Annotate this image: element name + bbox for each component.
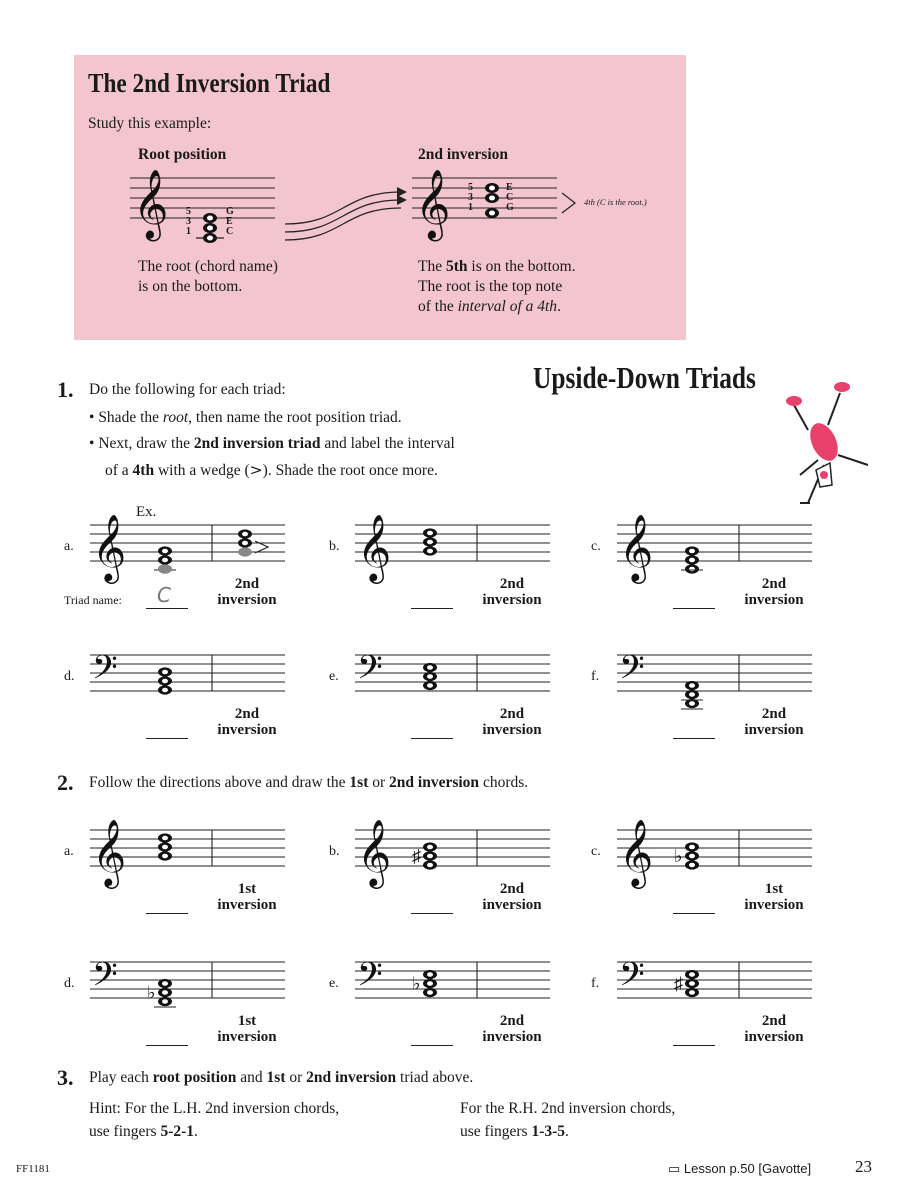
q1-item-letter: a. — [64, 539, 74, 554]
example-root-staff — [130, 168, 290, 253]
caption-line: 2nd — [761, 706, 787, 722]
q2-item-letter: a. — [64, 844, 74, 859]
q2-inversion-caption — [467, 1013, 557, 1045]
caption-line: 2nd — [234, 706, 260, 722]
hint-right-hand: For the R.H. 2nd inversion chords, use fingers 1-3-5. — [460, 1100, 676, 1140]
ex-answer: C — [157, 583, 171, 607]
treble-clef-icon: 𝄞 — [415, 169, 451, 239]
q1-bullets: • Shade the root, then name the root position triad. • Next, draw the 2nd inversion triad and label the interval of a 4th with a wedge (>). Shade the root once more. — [89, 409, 455, 479]
caption-line: inversion — [482, 897, 542, 913]
caption-line: inversion — [482, 1029, 542, 1045]
caption-line: inversion — [217, 897, 277, 913]
treble-clef-icon: 𝄞 — [357, 513, 392, 581]
q1-inversion-caption — [729, 576, 819, 608]
caption-line: 1st — [237, 1013, 257, 1029]
q2-item-letter: e. — [329, 976, 339, 991]
root-interval-numbers: 5 3 1 — [186, 206, 191, 237]
caption-line: 2nd — [499, 706, 525, 722]
caption-line: 2nd — [234, 576, 260, 592]
page-number: 23 — [855, 1157, 872, 1176]
q1-item-letter: f. — [591, 669, 600, 684]
triad-name-blank[interactable] — [411, 738, 453, 739]
caption-line: 2nd — [499, 1013, 525, 1029]
q1-inversion-caption — [202, 706, 292, 738]
q1-item-letter: b. — [329, 539, 340, 554]
q2-inversion-caption — [729, 881, 819, 913]
caption-line: inversion — [482, 722, 542, 738]
triad-name-blank[interactable] — [411, 913, 453, 914]
caption-line: inversion — [744, 592, 804, 608]
bass-clef-icon: 𝄢 — [357, 649, 383, 695]
caption-line: 1st — [237, 881, 257, 897]
treble-clef-icon: 𝄞 — [133, 169, 169, 239]
bass-clef-icon: 𝄢 — [92, 956, 118, 1002]
triad-name-blank[interactable] — [673, 1045, 715, 1046]
q1-item-letter: d. — [64, 669, 75, 684]
caption-line: inversion — [744, 722, 804, 738]
q1-item-letter: e. — [329, 669, 339, 684]
q2-item-letter: b. — [329, 844, 340, 859]
q2-inversion-caption — [467, 881, 557, 913]
footer-lesson: ▭ Lesson p.50 [Gavotte] — [668, 1161, 812, 1176]
caption-line: 1st — [764, 881, 784, 897]
q3-text: Play each root position and 1st or 2nd inversion triad above. — [89, 1069, 474, 1086]
caption-line: inversion — [217, 722, 277, 738]
arrow-icon — [283, 186, 413, 241]
svg-text:♯: ♯ — [412, 846, 421, 866]
svg-text:♭: ♭ — [147, 982, 156, 1003]
caption-line: inversion — [482, 592, 542, 608]
caption-line: 2nd — [761, 576, 787, 592]
root-note-letters: G E C — [226, 206, 234, 237]
caption-line: inversion — [217, 1029, 277, 1045]
svg-text:♯: ♯ — [674, 973, 683, 994]
cartoon-character-icon — [780, 375, 880, 515]
inv-interval-numbers: 5 3 1 — [468, 182, 473, 213]
triad-name-blank[interactable] — [146, 738, 188, 739]
q1-item-letter: c. — [591, 539, 601, 554]
root-description: The root (chord name) is on the bottom. — [138, 258, 278, 295]
bass-clef-icon: 𝄢 — [92, 649, 118, 695]
triad-name-blank[interactable] — [411, 608, 453, 609]
caption-line: inversion — [744, 1029, 804, 1045]
caption-line: inversion — [217, 592, 277, 608]
treble-clef-icon: 𝄞 — [92, 513, 127, 581]
treble-clef-icon: 𝄞 — [619, 513, 654, 581]
hint-left-hand: Hint: For the L.H. 2nd inversion chords, use fingers 5-2-1. — [89, 1100, 340, 1140]
fourth-note: 4th (C is the root.) — [584, 197, 647, 207]
q2-item-letter: d. — [64, 976, 75, 991]
caption-line: 2nd — [499, 576, 525, 592]
treble-clef-icon: 𝄞 — [92, 818, 127, 886]
footer-code: FF1181 — [16, 1163, 50, 1175]
triad-name-blank[interactable] — [673, 608, 715, 609]
page-title: Upside-Down Triads — [533, 360, 756, 395]
piano-icon: ▭ — [668, 1161, 684, 1176]
q1-text: Do the following for each triad: — [89, 381, 286, 398]
triad-name-blank[interactable] — [673, 913, 715, 914]
triad-name-label: Triad name: — [64, 593, 122, 607]
caption-line: inversion — [744, 897, 804, 913]
triad-name-blank[interactable] — [673, 738, 715, 739]
q2-item-letter: c. — [591, 844, 601, 859]
q1-number: 1. — [57, 377, 74, 402]
triad-name-blank[interactable] — [146, 608, 188, 609]
ex-label: Ex. — [136, 504, 157, 520]
q2-number: 2. — [57, 770, 74, 795]
q1-inversion-caption — [467, 706, 557, 738]
q2-inversion-caption — [202, 881, 292, 913]
bass-clef-icon: 𝄢 — [357, 956, 383, 1002]
example-inversion-staff — [412, 168, 572, 253]
q2-item-letter: f. — [591, 976, 600, 991]
study-label: Study this example: — [88, 115, 212, 132]
q2-text: Follow the directions above and draw the 1st or 2nd inversion chords. — [89, 774, 529, 791]
svg-text:♭: ♭ — [412, 973, 421, 994]
q1-inversion-caption — [202, 576, 292, 608]
root-position-label: Root position — [138, 146, 227, 163]
bass-clef-icon: 𝄢 — [619, 956, 645, 1002]
triad-name-blank[interactable] — [146, 913, 188, 914]
q1-inversion-caption — [729, 706, 819, 738]
svg-text:♭: ♭ — [674, 846, 683, 866]
q1-inversion-caption — [467, 576, 557, 608]
triad-name-blank[interactable] — [411, 1045, 453, 1046]
treble-clef-icon: 𝄞 — [619, 818, 654, 886]
inv-note-letters: E C G — [506, 182, 514, 213]
q2-inversion-caption — [202, 1013, 292, 1045]
box-title: The 2nd Inversion Triad — [88, 68, 331, 98]
triad-name-blank[interactable] — [146, 1045, 188, 1046]
caption-line: 2nd — [499, 881, 525, 897]
inversion-description: The 5th is on the bottom. The root is the top note of the interval of a 4th. — [418, 258, 576, 315]
bass-clef-icon: 𝄢 — [619, 649, 645, 695]
q3-number: 3. — [57, 1065, 74, 1090]
caption-line: 2nd — [761, 1013, 787, 1029]
second-inversion-label: 2nd inversion — [418, 146, 509, 163]
treble-clef-icon: 𝄞 — [357, 818, 392, 886]
q2-inversion-caption — [729, 1013, 819, 1045]
